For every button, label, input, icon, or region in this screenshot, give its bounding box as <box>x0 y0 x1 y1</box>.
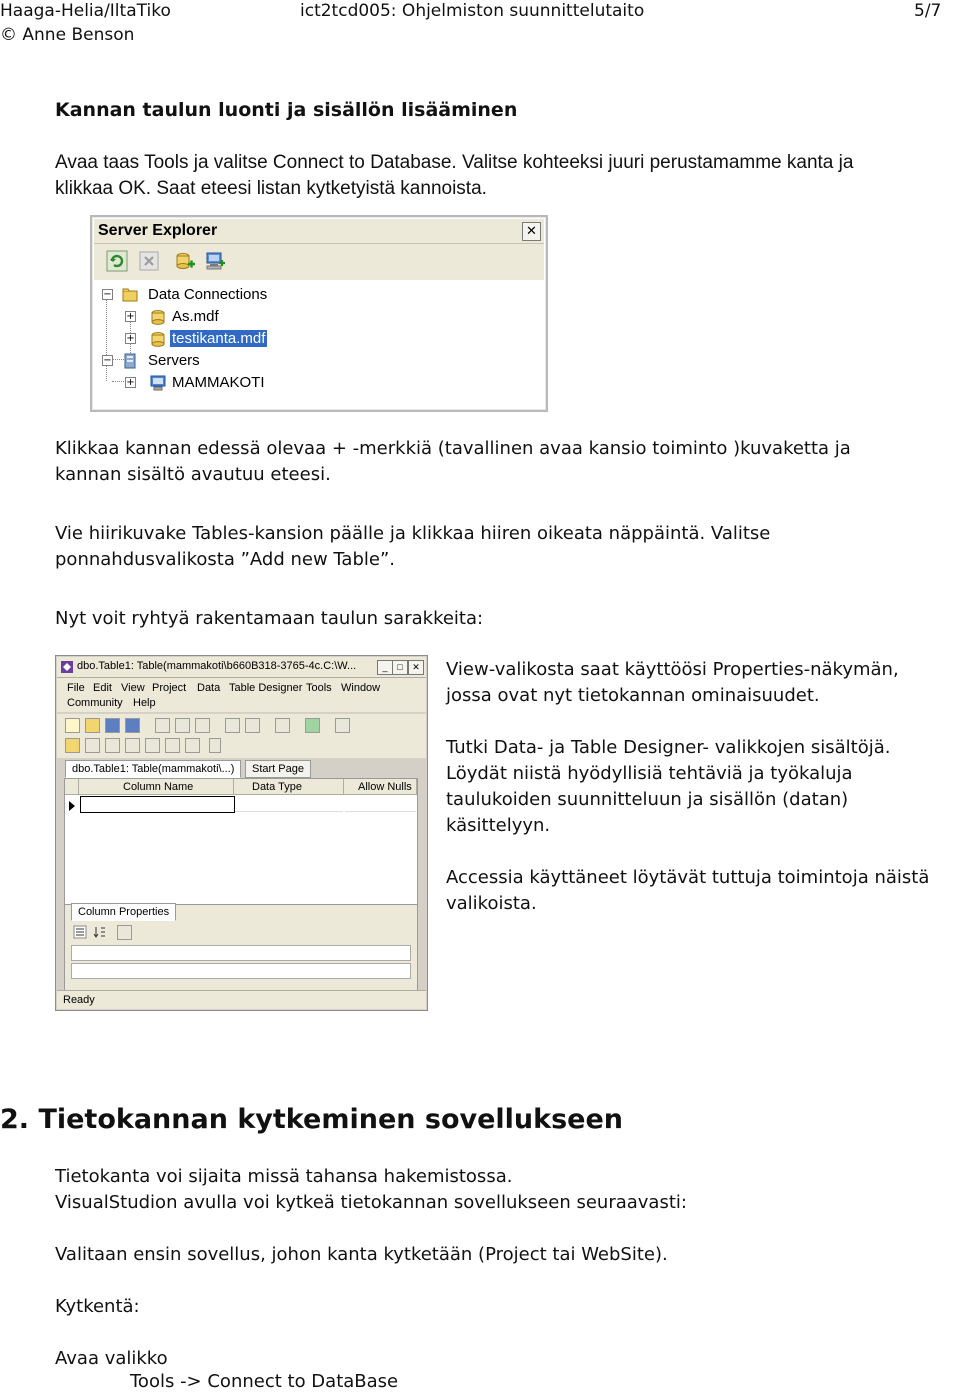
close-icon[interactable]: ✕ <box>522 222 541 241</box>
connect-server-icon[interactable] <box>204 250 226 272</box>
connect-database-icon[interactable] <box>174 250 196 272</box>
menu-data[interactable]: Data <box>197 682 221 694</box>
menu-community[interactable]: Community <box>67 697 123 709</box>
save-icon[interactable] <box>105 718 120 733</box>
section2-para1-line-2: VisualStudion avulla voi kytkeä tietokannan sovellukseen seuraavasti: <box>55 1192 687 1213</box>
header-left-line1: Haaga-Helia/IltaTiko <box>0 1 171 21</box>
section2-para5: Tools -> Connect to DataBase <box>130 1371 399 1392</box>
tab-column-properties[interactable]: Column Properties <box>71 903 176 921</box>
close-icon[interactable]: ✕ <box>408 660 424 675</box>
tree-item-label: As.mdf <box>172 308 219 325</box>
section2-heading: 2. Tietokannan kytkeminen sovellukseen <box>0 1104 624 1135</box>
save-all-icon[interactable] <box>125 718 140 733</box>
column-properties-panel <box>64 904 418 994</box>
sort-alphabetical-icon[interactable] <box>93 925 107 939</box>
computer-icon <box>150 375 166 391</box>
tree-item-label: Data Connections <box>148 286 268 303</box>
fulltext-icon[interactable] <box>125 738 140 753</box>
cut-icon[interactable] <box>155 718 170 733</box>
intro-line-2: klikkaa OK. Saat eteesi listan kytketyistä kannoista. <box>55 178 487 199</box>
redo-icon[interactable] <box>245 718 260 733</box>
column-header-name[interactable]: Column Name <box>79 779 234 795</box>
table-designer-screenshot <box>55 655 428 1011</box>
vs-toolbar <box>57 713 426 758</box>
para2-line-2: kannan sisältö avautuu eteesi. <box>55 464 331 485</box>
collapse-icon[interactable]: − <box>103 355 112 366</box>
toolbar-overflow-icon[interactable] <box>209 738 221 753</box>
property-pages-icon[interactable] <box>117 925 132 940</box>
database-icon <box>150 309 166 325</box>
server-explorer-toolbar <box>94 244 544 280</box>
menu-window[interactable]: Window <box>341 682 381 694</box>
menu-table-designer[interactable]: Table Designer <box>229 682 303 694</box>
menu-edit[interactable]: Edit <box>93 682 112 694</box>
header-course: ict2tcd005: Ohjelmiston suunnittelutaito <box>300 1 645 21</box>
relationships-icon[interactable] <box>85 738 100 753</box>
menu-tools[interactable]: Tools <box>306 682 332 694</box>
intro-line-1: Avaa taas Tools ja valitse Connect to Database. Valitse kohteeksi juuri perustamamme kanta ja <box>55 152 854 173</box>
column-name-input[interactable] <box>80 796 235 813</box>
start-icon[interactable] <box>305 718 320 733</box>
app-icon <box>61 661 73 673</box>
expand-icon[interactable]: + <box>126 311 135 322</box>
para4: Nyt voit ryhtyä rakentamaan taulun sarakkeita: <box>55 608 484 629</box>
para3-line-1: Vie hiirikuvake Tables-kansion päälle ja klikkaa hiiren oikeata näppäintä. Valitse <box>55 523 771 544</box>
column-grid <box>64 778 418 905</box>
para3-line-2: ponnahdusvalikosta ”Add new Table”. <box>55 549 395 570</box>
row-selector-icon <box>69 801 75 811</box>
vs-title: dbo.Table1: Table(mammakoti\b660B318-3765-4c.C:\W... <box>77 660 357 672</box>
tab-start-page[interactable]: Start Page <box>245 760 311 778</box>
page-number: 5/7 <box>914 1 942 21</box>
section2-para4: Avaa valikko <box>55 1348 168 1369</box>
navigate-icon[interactable] <box>275 718 290 733</box>
property-row <box>71 945 411 961</box>
para2-line-1: Klikkaa kannan edessä olevaa + -merkkiä (tavallinen avaa kansio toiminto )kuvaketta ja <box>55 438 851 459</box>
generate-script-icon[interactable] <box>185 738 200 753</box>
side-para3-line-2: valikoista. <box>446 893 537 914</box>
find-icon[interactable] <box>335 718 350 733</box>
tree-item-label: MAMMAKOTI <box>172 374 265 391</box>
menu-file[interactable]: File <box>67 682 85 694</box>
maximize-icon[interactable]: □ <box>392 660 408 675</box>
section-heading: Kannan taulun luonti ja sisällön lisääminen <box>55 99 518 121</box>
vs-menubar <box>57 678 426 712</box>
xml-index-icon[interactable] <box>145 738 160 753</box>
open-icon[interactable] <box>85 718 100 733</box>
header-left-line2: © Anne Benson <box>0 25 135 45</box>
side-para3-line-1: Accessia käyttäneet löytävät tuttuja toimintoja näistä <box>446 867 930 888</box>
status-text: Ready <box>63 994 95 1006</box>
side-para2-line-4: käsittelyyn. <box>446 815 551 836</box>
server-explorer-titlebar <box>94 219 544 244</box>
stop-icon[interactable] <box>138 250 160 272</box>
row-selector-header <box>65 779 79 795</box>
minimize-icon[interactable]: _ <box>377 660 393 675</box>
side-para1-line-2: jossa ovat nyt tietokannan ominaisuudet. <box>446 685 820 706</box>
tree-item-label: Servers <box>148 352 200 369</box>
allow-nulls-input[interactable] <box>345 796 416 812</box>
new-project-icon[interactable] <box>65 718 80 733</box>
side-para2-line-3: taulukoiden suunnitteluun ja sisällön (datan) <box>446 789 849 810</box>
tree-item-label: testikanta.mdf <box>172 330 266 347</box>
section2-para1-line-1: Tietokanta voi sijaita missä tahansa hakemistossa. <box>55 1166 513 1187</box>
expand-icon[interactable]: + <box>126 377 135 388</box>
server-explorer-title: Server Explorer <box>98 222 218 239</box>
menu-help[interactable]: Help <box>133 697 156 709</box>
tab-table-designer[interactable]: dbo.Table1: Table(mammakoti\...) <box>65 760 241 778</box>
copy-icon[interactable] <box>175 718 190 733</box>
column-header-nulls[interactable]: Allow Nulls <box>344 779 417 795</box>
side-para2-line-1: Tutki Data- ja Table Designer- valikkojen sisältöjä. <box>446 737 891 758</box>
menu-view[interactable]: View <box>121 682 145 694</box>
data-type-input[interactable] <box>235 796 343 812</box>
paste-icon[interactable] <box>195 718 210 733</box>
check-constraints-icon[interactable] <box>165 738 180 753</box>
expand-icon[interactable]: + <box>126 333 135 344</box>
servers-icon <box>122 353 138 369</box>
server-explorer-screenshot <box>90 215 548 412</box>
property-row <box>71 963 411 979</box>
database-icon <box>150 331 166 347</box>
side-para1-line-1: View-valikosta saat käyttöösi Properties-näkymän, <box>446 659 899 680</box>
side-para2-line-2: Löydät niistä hyödyllisiä tehtäviä ja työkaluja <box>446 763 853 784</box>
section2-para2: Valitaan ensin sovellus, johon kanta kytketään (Project tai WebSite). <box>55 1244 668 1265</box>
refresh-icon[interactable] <box>106 250 128 272</box>
undo-icon[interactable] <box>225 718 240 733</box>
status-bar <box>57 990 426 1009</box>
collapse-icon[interactable]: − <box>103 289 112 300</box>
indexes-icon[interactable] <box>105 738 120 753</box>
section2-para3: Kytkentä: <box>55 1296 140 1317</box>
data-connections-icon <box>122 287 138 303</box>
document-tabs <box>57 758 426 778</box>
column-header-type[interactable]: Data Type <box>234 779 344 795</box>
sort-categorized-icon[interactable] <box>73 925 87 939</box>
menu-project[interactable]: Project <box>152 682 187 694</box>
primary-key-icon[interactable] <box>65 738 80 753</box>
vs-titlebar <box>57 657 426 678</box>
